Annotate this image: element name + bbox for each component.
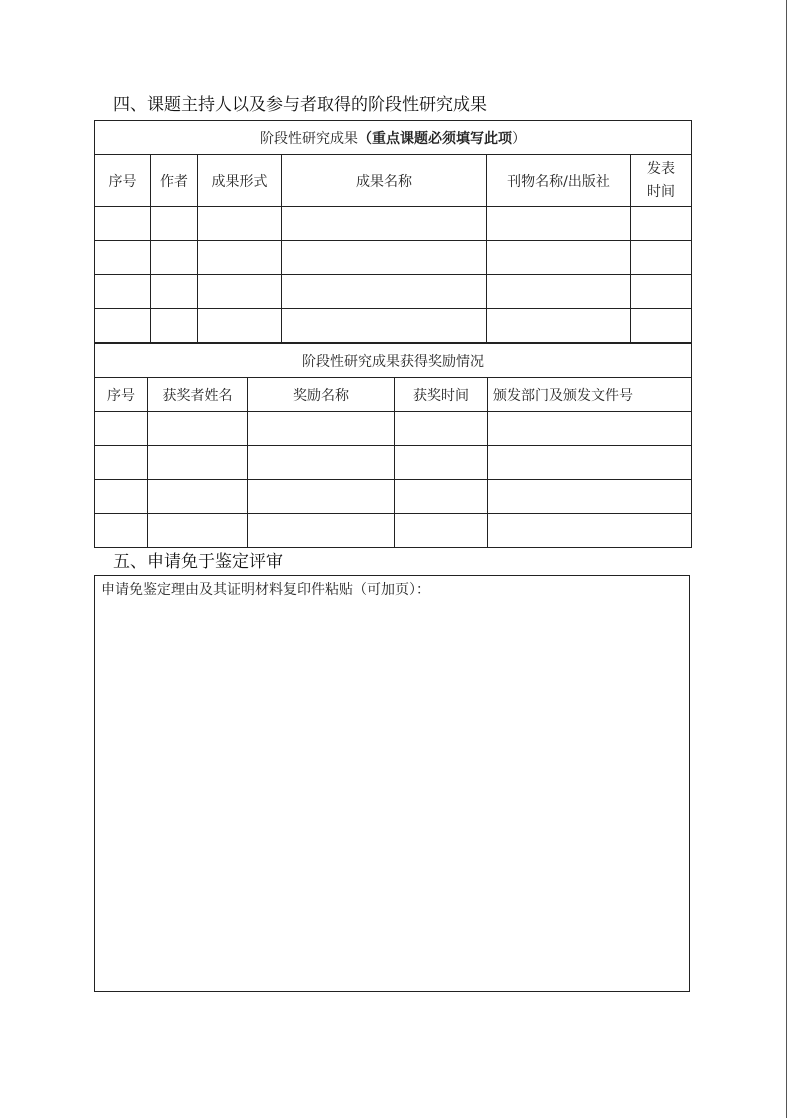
cell[interactable] [395,446,488,480]
cell[interactable] [282,241,487,275]
exemption-reason-box[interactable] [94,575,690,992]
cell[interactable] [631,275,692,309]
table-row [95,309,692,343]
header-award-time: 获奖时间 [395,378,488,412]
header-serial: 序号 [95,378,148,412]
cell[interactable] [631,207,692,241]
cell[interactable] [487,241,631,275]
cell[interactable] [282,275,487,309]
cell[interactable] [151,275,198,309]
cell[interactable] [282,309,487,343]
results-banner-prefix: 阶段性研究成果 [260,130,358,147]
page-right-edge [786,0,787,1118]
cell[interactable] [488,514,692,548]
cell[interactable] [488,480,692,514]
table-row [95,480,692,514]
results-header-row [95,155,692,207]
table-row [95,446,692,480]
results-table [94,120,692,343]
section4-title: 四、课题主持人以及参与者取得的阶段性研究成果 [113,95,487,115]
cell[interactable] [487,309,631,343]
cell[interactable] [151,241,198,275]
header-publisher: 刊物名称/出版社 [487,155,631,207]
cell[interactable] [148,446,248,480]
table-row [95,514,692,548]
header-author: 作者 [151,155,198,207]
cell[interactable] [151,309,198,343]
header-result-name: 成果名称 [282,155,487,207]
table-row [95,275,692,309]
cell[interactable] [198,241,282,275]
awards-table [94,343,692,548]
table-row [95,412,692,446]
results-banner-bold: （重点课题必须填写此项 [358,130,512,147]
cell[interactable] [631,309,692,343]
header-winner-name: 获奖者姓名 [148,378,248,412]
cell[interactable] [395,412,488,446]
cell[interactable] [148,480,248,514]
cell[interactable] [198,309,282,343]
awards-header-row [95,378,692,412]
results-banner-suffix: ） [512,130,526,147]
cell[interactable] [248,446,395,480]
results-banner [95,121,692,155]
cell[interactable] [248,412,395,446]
cell[interactable] [95,275,151,309]
cell[interactable] [248,514,395,548]
cell[interactable] [95,514,148,548]
header-result-form: 成果形式 [198,155,282,207]
table-row [95,241,692,275]
cell[interactable] [395,480,488,514]
cell[interactable] [95,412,148,446]
cell[interactable] [148,514,248,548]
cell[interactable] [198,275,282,309]
cell[interactable] [95,241,151,275]
cell[interactable] [487,275,631,309]
cell[interactable] [488,412,692,446]
cell[interactable] [282,207,487,241]
exemption-reason-label: 申请免鉴定理由及其证明材料复印件粘贴（可加页）： [101,582,430,598]
header-serial: 序号 [95,155,151,207]
section5-title: 五、申请免于鉴定评审 [113,552,283,572]
cell[interactable] [95,207,151,241]
cell[interactable] [95,480,148,514]
cell[interactable] [198,207,282,241]
table-row [95,207,692,241]
cell[interactable] [631,241,692,275]
cell[interactable] [248,480,395,514]
awards-banner: 阶段性研究成果获得奖励情况 [95,344,692,378]
cell[interactable] [488,446,692,480]
cell[interactable] [148,412,248,446]
header-award-name: 奖励名称 [248,378,395,412]
cell[interactable] [395,514,488,548]
cell[interactable] [95,446,148,480]
cell[interactable] [487,207,631,241]
header-issuing-dept: 颁发部门及颁发文件号 [488,378,692,412]
cell[interactable] [95,309,151,343]
header-publish-time: 发表 时间 [631,155,692,207]
cell[interactable] [151,207,198,241]
